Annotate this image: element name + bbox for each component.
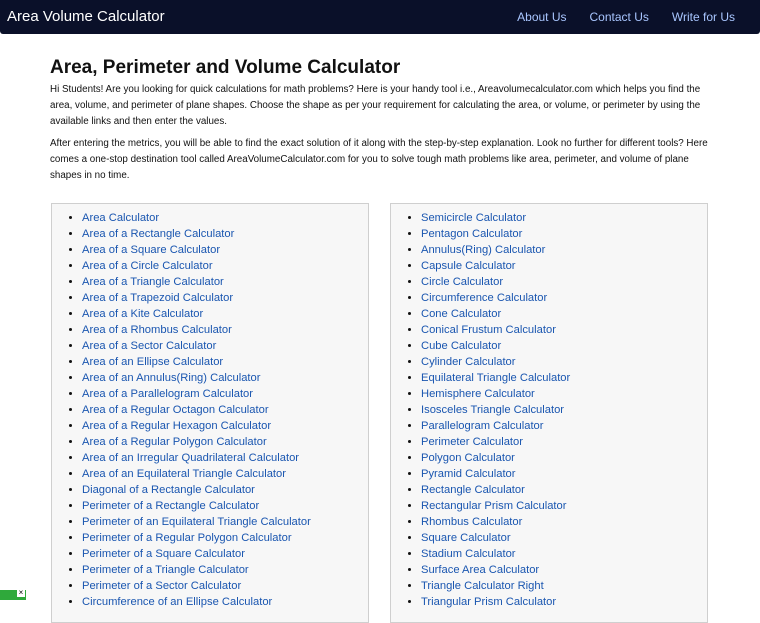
- calculator-link[interactable]: Stadium Calculator: [421, 548, 516, 560]
- list-item: [421, 530, 707, 546]
- calculator-link[interactable]: Perimeter of a Sector Calculator: [82, 580, 242, 592]
- list-item: [82, 418, 368, 434]
- list-item: [82, 386, 368, 402]
- list-item: [82, 594, 368, 610]
- list-item: [421, 338, 707, 354]
- calculator-link[interactable]: Pyramid Calculator: [421, 468, 516, 480]
- calculator-link[interactable]: Perimeter of a Rectangle Calculator: [82, 500, 260, 512]
- list-item: [421, 418, 707, 434]
- calculator-link[interactable]: Area of a Rectangle Calculator: [82, 228, 235, 240]
- left-links-panel: [51, 203, 369, 623]
- list-item: [82, 290, 368, 306]
- calculator-link[interactable]: Area of an Ellipse Calculator: [82, 356, 224, 368]
- close-icon[interactable]: ×: [18, 588, 24, 597]
- list-item: [421, 258, 707, 274]
- list-item: [421, 242, 707, 258]
- list-item: [421, 226, 707, 242]
- list-item: [82, 354, 368, 370]
- list-item: [421, 434, 707, 450]
- list-item: [82, 338, 368, 354]
- list-item: [82, 578, 368, 594]
- calculator-link[interactable]: Area of a Sector Calculator: [82, 340, 217, 352]
- calculator-link[interactable]: Triangle Calculator Right: [421, 580, 544, 592]
- calculator-link[interactable]: Area of a Trapezoid Calculator: [82, 292, 234, 304]
- list-item: [421, 354, 707, 370]
- right-links-panel: [390, 203, 708, 623]
- calculator-link[interactable]: Perimeter of a Triangle Calculator: [82, 564, 249, 576]
- page-title: Area, Perimeter and Volume Calculator: [50, 57, 401, 78]
- calculator-link[interactable]: Circle Calculator: [421, 276, 504, 288]
- calculator-link[interactable]: Perimeter Calculator: [421, 436, 523, 448]
- list-item: [421, 322, 707, 338]
- list-item: [421, 562, 707, 578]
- calculator-link[interactable]: Rhombus Calculator: [421, 516, 523, 528]
- left-links-list: [52, 204, 368, 610]
- list-item: [82, 258, 368, 274]
- calculator-link[interactable]: Circumference of an Ellipse Calculator: [82, 596, 273, 608]
- right-links-list: [391, 204, 707, 610]
- calculator-link[interactable]: Area of a Circle Calculator: [82, 260, 213, 272]
- list-item: [82, 402, 368, 418]
- cookie-consent-tab[interactable]: [0, 590, 26, 600]
- calculator-link[interactable]: Area Calculator: [82, 212, 160, 224]
- list-item: [421, 402, 707, 418]
- calculator-link[interactable]: Area of an Irregular Quadrilateral Calculator: [82, 452, 300, 464]
- nav-links: [494, 0, 735, 34]
- list-item: [421, 306, 707, 322]
- list-item: [82, 274, 368, 290]
- calculator-link[interactable]: Conical Frustum Calculator: [421, 324, 556, 336]
- calculator-link[interactable]: Rectangle Calculator: [421, 484, 525, 496]
- list-item: [82, 370, 368, 386]
- list-item: [421, 514, 707, 530]
- list-item: [421, 370, 707, 386]
- calculator-link[interactable]: Cube Calculator: [421, 340, 502, 352]
- calculator-link[interactable]: Capsule Calculator: [421, 260, 516, 272]
- calculator-link[interactable]: Area of a Triangle Calculator: [82, 276, 224, 288]
- list-item: [421, 594, 707, 610]
- calculator-link[interactable]: Perimeter of an Equilateral Triangle Calculator: [82, 516, 311, 528]
- list-item: [82, 546, 368, 562]
- list-item: [82, 514, 368, 530]
- list-item: [421, 498, 707, 514]
- calculator-link[interactable]: Area of a Regular Polygon Calculator: [82, 436, 267, 448]
- calculator-link[interactable]: Area of a Square Calculator: [82, 244, 221, 256]
- intro-paragraph-1: Hi Students! Are you looking for quick calculations for math problems? Here is your handy tool i.e., Areavolumecalculator.com which helps you find the area, volume, and perimeter of plane shapes. Choose the shape as per your requirement for calculating the area, or volume, or perimeter by using the available links and then enter the values.: [50, 84, 701, 127]
- calculator-link[interactable]: Area of an Annulus(Ring) Calculator: [82, 372, 261, 384]
- calculator-link[interactable]: Semicircle Calculator: [421, 212, 527, 224]
- calculator-link[interactable]: Perimeter of a Regular Polygon Calculator: [82, 532, 292, 544]
- intro-paragraph-2: After entering the metrics, you will be able to find the exact solution of it along with the step-by-step explanation. Look no further for different tools? Here comes a one-stop destination tool called AreaVolumeCalculator.com for you to solve tough math problems like area, perimeter, and volume of plane shapes in no time.: [50, 138, 708, 181]
- calculator-link[interactable]: Cone Calculator: [421, 308, 502, 320]
- nav-about-us[interactable]: About Us: [517, 10, 567, 24]
- calculator-link[interactable]: Surface Area Calculator: [421, 564, 540, 576]
- list-item: [421, 386, 707, 402]
- list-item: [82, 466, 368, 482]
- calculator-link[interactable]: Rectangular Prism Calculator: [421, 500, 567, 512]
- calculator-link[interactable]: Triangular Prism Calculator: [421, 596, 557, 608]
- calculator-link[interactable]: Diagonal of a Rectangle Calculator: [82, 484, 255, 496]
- list-item: [421, 482, 707, 498]
- list-item: [421, 450, 707, 466]
- calculator-link[interactable]: Area of a Parallelogram Calculator: [82, 388, 254, 400]
- calculator-link[interactable]: Area of an Equilateral Triangle Calculator: [82, 468, 286, 480]
- list-item: [421, 290, 707, 306]
- list-item: [421, 546, 707, 562]
- list-item: [82, 434, 368, 450]
- calculator-link[interactable]: Circumference Calculator: [421, 292, 548, 304]
- calculator-link[interactable]: Parallelogram Calculator: [421, 420, 544, 432]
- calculator-link[interactable]: Area of a Rhombus Calculator: [82, 324, 232, 336]
- list-item: [82, 498, 368, 514]
- nav-contact-us[interactable]: Contact Us: [589, 10, 649, 24]
- calculator-link[interactable]: Area of a Regular Hexagon Calculator: [82, 420, 272, 432]
- calculator-link[interactable]: Square Calculator: [421, 532, 511, 544]
- calculator-link[interactable]: Annulus(Ring) Calculator: [421, 244, 546, 256]
- brand-link[interactable]: Area Volume Calculator: [7, 8, 165, 25]
- main-content: [50, 56, 710, 181]
- list-item: [421, 274, 707, 290]
- calculator-link[interactable]: Hemisphere Calculator: [421, 388, 535, 400]
- list-item: [82, 242, 368, 258]
- calculator-link[interactable]: Cylinder Calculator: [421, 356, 516, 368]
- list-item: [82, 482, 368, 498]
- list-item: [421, 466, 707, 482]
- list-item: [82, 562, 368, 578]
- list-item: [421, 210, 707, 226]
- calculator-link[interactable]: Area of a Regular Octagon Calculator: [82, 404, 269, 416]
- list-item: [82, 226, 368, 242]
- top-navbar: [0, 0, 760, 34]
- list-item: [421, 578, 707, 594]
- list-item: [82, 530, 368, 546]
- calculator-link[interactable]: Perimeter of a Square Calculator: [82, 548, 245, 560]
- calculator-link[interactable]: Equilateral Triangle Calculator: [421, 372, 571, 384]
- calculator-link[interactable]: Isosceles Triangle Calculator: [421, 404, 565, 416]
- list-item: [82, 322, 368, 338]
- list-item: [82, 450, 368, 466]
- list-item: [82, 210, 368, 226]
- nav-write-for-us[interactable]: Write for Us: [671, 10, 735, 24]
- list-item: [82, 306, 368, 322]
- calculator-link[interactable]: Polygon Calculator: [421, 452, 515, 464]
- calculator-link[interactable]: Area of a Kite Calculator: [82, 308, 204, 320]
- calculator-link[interactable]: Pentagon Calculator: [421, 228, 523, 240]
